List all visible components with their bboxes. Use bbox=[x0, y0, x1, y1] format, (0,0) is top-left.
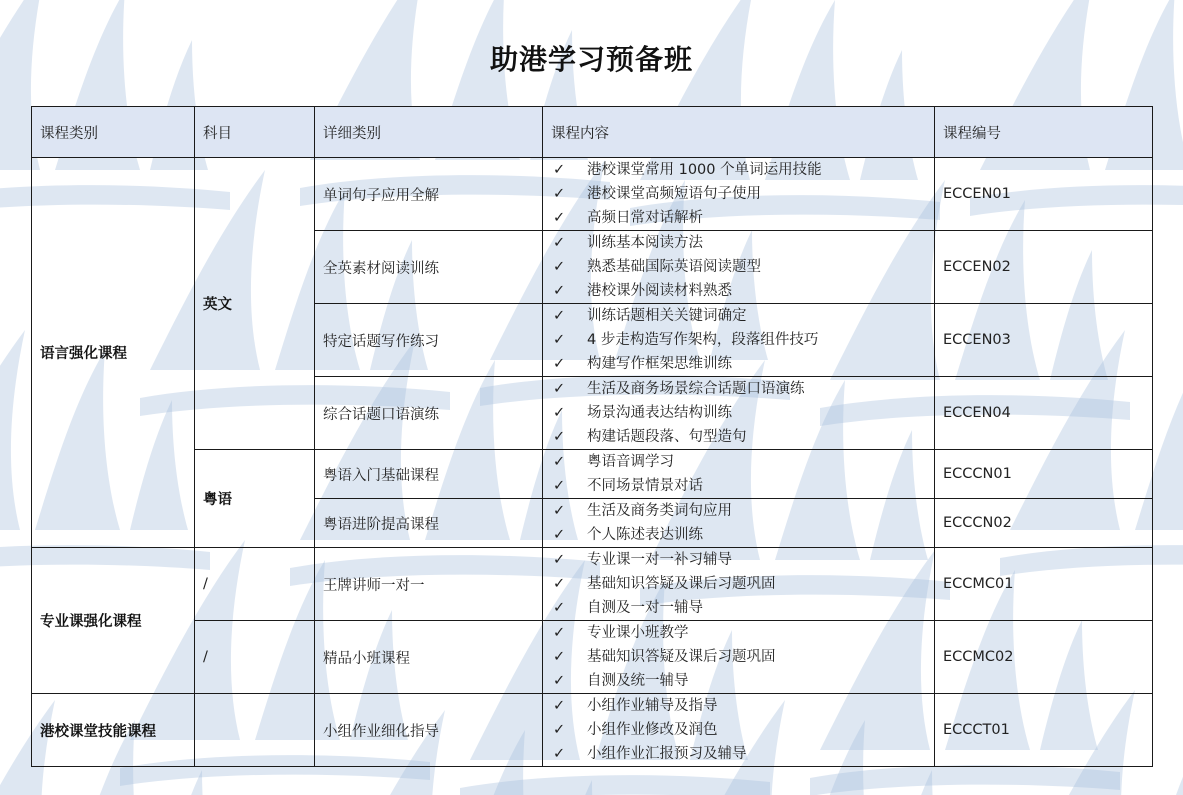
subject-cell: / bbox=[195, 548, 315, 621]
check-icon: ✓ bbox=[553, 625, 566, 641]
check-icon: ✓ bbox=[553, 259, 566, 275]
code-cell: ECCEN03 bbox=[935, 304, 1153, 377]
content-cell bbox=[543, 231, 935, 304]
check-icon: ✓ bbox=[553, 478, 566, 494]
list-item: ✓ 小组作业修改及润色 bbox=[551, 718, 926, 742]
content-list bbox=[551, 450, 926, 498]
check-icon: ✓ bbox=[553, 527, 566, 543]
list-item: ✓ 不同场景情景对话 bbox=[551, 474, 926, 498]
category-cell: 港校课堂技能课程 bbox=[32, 694, 195, 767]
content-list bbox=[551, 377, 926, 449]
content-list bbox=[551, 231, 926, 303]
list-item: ✓ 基础知识答疑及课后习题巩固 bbox=[551, 572, 926, 596]
detail-cell: 小组作业细化指导 bbox=[315, 694, 543, 767]
list-item: ✓ 生活及商务场景综合话题口语演练 bbox=[551, 377, 926, 401]
content-cell bbox=[543, 377, 935, 450]
list-item: ✓ 小组作业汇报预习及辅导 bbox=[551, 742, 926, 766]
list-item: ✓ 港校课堂常用 1000 个单词运用技能 bbox=[551, 158, 926, 182]
list-item: ✓ 训练基本阅读方法 bbox=[551, 231, 926, 255]
code-cell: ECCEN02 bbox=[935, 231, 1153, 304]
check-icon: ✓ bbox=[553, 332, 566, 348]
check-icon: ✓ bbox=[553, 673, 566, 689]
code-cell: ECCMC01 bbox=[935, 548, 1153, 621]
check-icon: ✓ bbox=[553, 186, 566, 202]
category-cell: 专业课强化课程 bbox=[32, 548, 195, 694]
table-row bbox=[32, 450, 1153, 499]
check-icon: ✓ bbox=[553, 162, 566, 178]
list-item: ✓ 小组作业辅导及指导 bbox=[551, 694, 926, 718]
list-item: ✓ 专业课一对一补习辅导 bbox=[551, 548, 926, 572]
check-icon: ✓ bbox=[553, 722, 566, 738]
list-item: ✓ 专业课小班教学 bbox=[551, 621, 926, 645]
subject-cell: / bbox=[195, 621, 315, 694]
content-list bbox=[551, 304, 926, 376]
course-table bbox=[31, 106, 1153, 767]
table-row bbox=[32, 621, 1153, 694]
table-row bbox=[32, 548, 1153, 621]
check-icon: ✓ bbox=[553, 454, 566, 470]
list-item: ✓ 构建写作框架思维训练 bbox=[551, 352, 926, 376]
table-row bbox=[32, 158, 1153, 231]
check-icon: ✓ bbox=[553, 576, 566, 592]
content-cell bbox=[543, 499, 935, 548]
category-cell: 语言强化课程 bbox=[32, 158, 195, 548]
code-cell: ECCCT01 bbox=[935, 694, 1153, 767]
subject-cell bbox=[195, 694, 315, 767]
list-item: ✓ 自测及一对一辅导 bbox=[551, 596, 926, 620]
list-item: ✓ 个人陈述表达训练 bbox=[551, 523, 926, 547]
header-content: 课程内容 bbox=[543, 107, 935, 158]
header-subject: 科目 bbox=[195, 107, 315, 158]
list-item: ✓ 自测及统一辅导 bbox=[551, 669, 926, 693]
list-item: ✓ 构建话题段落、句型造句 bbox=[551, 425, 926, 449]
check-icon: ✓ bbox=[553, 649, 566, 665]
page-title: 助港学习预备班 bbox=[489, 43, 693, 76]
list-item: ✓ 高频日常对话解析 bbox=[551, 206, 926, 230]
detail-cell: 精品小班课程 bbox=[315, 621, 543, 694]
content-list bbox=[551, 621, 926, 693]
list-item: ✓ 熟悉基础国际英语阅读题型 bbox=[551, 255, 926, 279]
check-icon: ✓ bbox=[553, 600, 566, 616]
content-list bbox=[551, 158, 926, 230]
detail-cell: 单词句子应用全解 bbox=[315, 158, 543, 231]
detail-cell: 综合话题口语演练 bbox=[315, 377, 543, 450]
content-cell bbox=[543, 548, 935, 621]
check-icon: ✓ bbox=[553, 405, 566, 421]
check-icon: ✓ bbox=[553, 429, 566, 445]
content-cell bbox=[543, 694, 935, 767]
code-cell: ECCCN01 bbox=[935, 450, 1153, 499]
content-list bbox=[551, 499, 926, 547]
check-icon: ✓ bbox=[553, 381, 566, 397]
table-header-row bbox=[32, 107, 1153, 158]
check-icon: ✓ bbox=[553, 283, 566, 299]
check-icon: ✓ bbox=[553, 552, 566, 568]
header-detail: 详细类别 bbox=[315, 107, 543, 158]
check-icon: ✓ bbox=[553, 746, 566, 762]
content-cell bbox=[543, 450, 935, 499]
list-item: ✓ 粤语音调学习 bbox=[551, 450, 926, 474]
check-icon: ✓ bbox=[553, 235, 566, 251]
check-icon: ✓ bbox=[553, 210, 566, 226]
content-list bbox=[551, 548, 926, 620]
check-icon: ✓ bbox=[553, 503, 566, 519]
content-list bbox=[551, 694, 926, 766]
check-icon: ✓ bbox=[553, 356, 566, 372]
table-row bbox=[32, 694, 1153, 767]
content-cell bbox=[543, 158, 935, 231]
content-cell bbox=[543, 621, 935, 694]
list-item: ✓ 场景沟通表达结构训练 bbox=[551, 401, 926, 425]
code-cell: ECCEN04 bbox=[935, 377, 1153, 450]
detail-cell: 粤语入门基础课程 bbox=[315, 450, 543, 499]
header-code: 课程编号 bbox=[935, 107, 1153, 158]
table-body bbox=[32, 158, 1153, 767]
header-category: 课程类别 bbox=[32, 107, 195, 158]
list-item: ✓ 生活及商务类词句应用 bbox=[551, 499, 926, 523]
subject-cell: 粤语 bbox=[195, 450, 315, 548]
check-icon: ✓ bbox=[553, 698, 566, 714]
list-item: ✓ 训练话题相关关键词确定 bbox=[551, 304, 926, 328]
list-item: ✓ 4 步走构造写作架构，段落组件技巧 bbox=[551, 328, 926, 352]
code-cell: ECCCN02 bbox=[935, 499, 1153, 548]
subject-cell: 英文 bbox=[195, 158, 315, 450]
detail-cell: 特定话题写作练习 bbox=[315, 304, 543, 377]
list-item: ✓ 港校课外阅读材料熟悉 bbox=[551, 279, 926, 303]
check-icon: ✓ bbox=[553, 308, 566, 324]
list-item: ✓ 港校课堂高频短语句子使用 bbox=[551, 182, 926, 206]
list-item: ✓ 基础知识答疑及课后习题巩固 bbox=[551, 645, 926, 669]
detail-cell: 王牌讲师一对一 bbox=[315, 548, 543, 621]
code-cell: ECCEN01 bbox=[935, 158, 1153, 231]
content-cell bbox=[543, 304, 935, 377]
detail-cell: 全英素材阅读训练 bbox=[315, 231, 543, 304]
code-cell: ECCMC02 bbox=[935, 621, 1153, 694]
detail-cell: 粤语进阶提高课程 bbox=[315, 499, 543, 548]
